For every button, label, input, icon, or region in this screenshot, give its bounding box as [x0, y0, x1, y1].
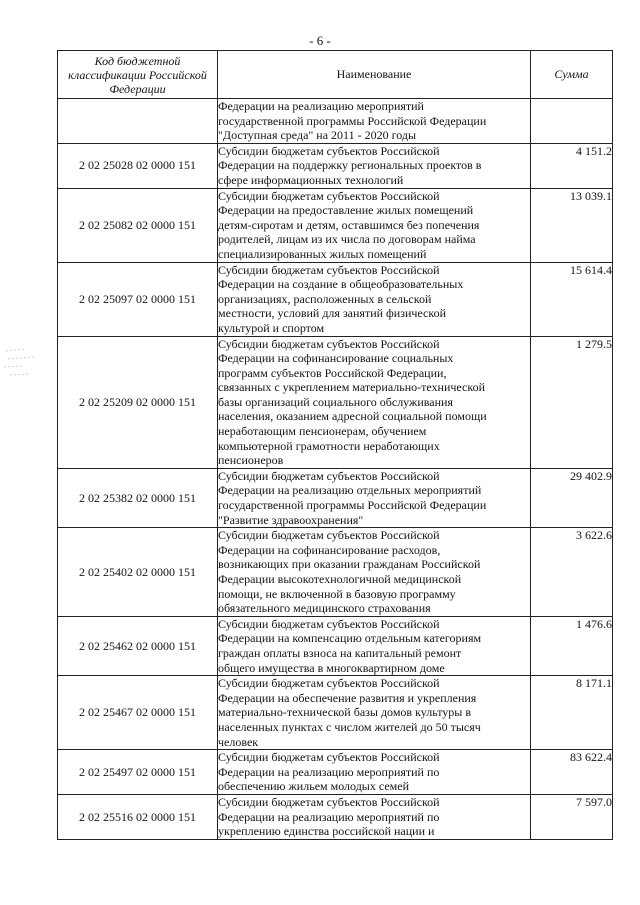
item-name-line: Субсидии бюджетам субъектов Российской	[218, 262, 440, 277]
item-name-line: Субсидии бюджетам субъектов Российской	[218, 336, 440, 351]
item-name-line: Субсидии бюджетам субъектов Российской	[218, 750, 440, 765]
amount-cell: 1 476.6	[531, 616, 613, 675]
header-sum: Сумма	[531, 51, 613, 99]
table-row	[58, 336, 613, 468]
table-row	[58, 528, 613, 617]
item-name-line: Субсидии бюджетам субъектов Российской	[218, 676, 440, 691]
item-name-cell	[218, 616, 531, 675]
budget-code-cell: 2 02 25402 02 0000 151	[58, 528, 218, 617]
amount-cell: 1 279.5	[531, 336, 613, 468]
item-name-line: Федерации на софинансирование расходов,	[218, 542, 441, 557]
item-name-line: неработающим пенсионерам, обучением	[218, 424, 427, 439]
budget-code-cell: 2 02 25462 02 0000 151	[58, 616, 218, 675]
amount-cell: 83 622.4	[531, 750, 613, 795]
budget-code-cell: 2 02 25382 02 0000 151	[58, 468, 218, 527]
item-name-line: местности, условий для занятий физической	[218, 306, 447, 321]
item-name-line: детям-сиротам и детям, оставшимся без попечения	[218, 217, 480, 232]
item-name-line: организациях, расположенных в сельской	[218, 291, 432, 306]
item-name-line: "Доступная среда" на 2011 - 2020 годы	[218, 128, 417, 143]
budget-code-cell: 2 02 25516 02 0000 151	[58, 794, 218, 839]
budget-code-cell: 2 02 25097 02 0000 151	[58, 262, 218, 336]
table-row	[58, 794, 613, 839]
amount-cell	[531, 99, 613, 144]
item-name-line: Федерации на реализацию отдельных мероприятий	[218, 483, 482, 498]
item-name-line: связанных с укреплением материально-технической	[218, 380, 486, 395]
budget-code-cell: 2 02 25082 02 0000 151	[58, 188, 218, 262]
table-header-row	[58, 51, 613, 99]
budget-code-cell: 2 02 25028 02 0000 151	[58, 143, 218, 188]
header-code-line: Код бюджетной	[94, 53, 181, 68]
table-row	[58, 143, 613, 188]
item-name-cell	[218, 143, 531, 188]
item-name-cell	[218, 262, 531, 336]
item-name-cell	[218, 750, 531, 795]
item-name-cell	[218, 188, 531, 262]
item-name-cell	[218, 676, 531, 750]
item-name-line: сфере информационных технологий	[218, 172, 404, 187]
item-name-cell	[218, 468, 531, 527]
item-name-line: обеспечению жильем молодых семей	[218, 779, 409, 794]
item-name-line: помощи, не включенной в базовую программу	[218, 586, 456, 601]
item-name-line: населения, оказанием адресной социальной помощи	[218, 409, 487, 424]
item-name-line: возникающих при оказании гражданам Российской	[218, 557, 481, 572]
item-name-line: укреплению единства российской нации и	[218, 824, 435, 839]
item-name-line: населенных пунктах с числом жителей до 50 тысяч	[218, 719, 481, 734]
item-name-line: государственной программы Российской Федерации	[218, 113, 487, 128]
table-row	[58, 750, 613, 795]
amount-cell: 7 597.0	[531, 794, 613, 839]
item-name-line: государственной программы Российской Федерации	[218, 498, 487, 513]
item-name-cell	[218, 528, 531, 617]
item-name-line: обязательного медицинского страхования	[218, 601, 431, 616]
item-name-line: Федерации на предоставление жилых помещений	[218, 203, 474, 218]
item-name-line: программ субъектов Российской Федерации,	[218, 365, 447, 380]
item-name-line: Федерации высокотехнологичной медицинской	[218, 572, 462, 586]
item-name-line: культурой и спортом	[218, 320, 325, 335]
header-code-line: Федерации	[109, 81, 166, 96]
amount-cell: 29 402.9	[531, 468, 613, 527]
amount-cell: 3 622.6	[531, 528, 613, 617]
table-row	[58, 676, 613, 750]
budget-code-cell	[58, 99, 218, 144]
item-name-line: Субсидии бюджетам субъектов Российской	[218, 468, 440, 483]
page-number: - 6 -	[309, 33, 331, 48]
item-name-line: Федерации на поддержку региональных проектов в	[218, 158, 482, 173]
item-name-line: Федерации на реализацию мероприятий	[218, 99, 424, 113]
item-name-line: специализированных жилых помещений	[218, 246, 427, 261]
item-name-line: Федерации на реализацию мероприятий по	[218, 809, 440, 824]
amount-cell: 4 151.2	[531, 143, 613, 188]
item-name-line: материально-технической базы домов культуры в	[218, 705, 472, 720]
budget-code-cell: 2 02 25209 02 0000 151	[58, 336, 218, 468]
header-code-line: классификации Российской	[68, 67, 207, 82]
table-row	[58, 262, 613, 336]
item-name-line: Субсидии бюджетам субъектов Российской	[218, 528, 440, 543]
item-name-line: Федерации на обеспечение развития и укрепления	[218, 690, 477, 705]
item-name-line: Субсидии бюджетам субъектов Российской	[218, 794, 440, 809]
item-name-cell	[218, 99, 531, 144]
item-name-line: пенсионеров	[218, 453, 284, 468]
table-row	[58, 188, 613, 262]
table-row	[58, 468, 613, 527]
table-body	[58, 99, 613, 840]
item-name-cell	[218, 794, 531, 839]
item-name-line: родителей, лицам из их числа по договорам найма	[218, 232, 476, 247]
item-name-line: Федерации на компенсацию отдельным категориям	[218, 631, 482, 646]
item-name-line: общего имущества в многоквартирном доме	[218, 660, 445, 675]
amount-cell: 8 171.1	[531, 676, 613, 750]
amount-cell: 13 039.1	[531, 188, 613, 262]
table-row	[58, 99, 613, 144]
header-name: Наименование	[218, 51, 531, 99]
item-name-line: граждан оплаты взноса на капитальный ремонт	[218, 645, 462, 660]
item-name-line: "Развитие здравоохранения"	[218, 512, 364, 527]
item-name-line: человек	[218, 734, 259, 749]
header-code	[58, 51, 218, 99]
table-row	[58, 616, 613, 675]
budget-table	[57, 50, 613, 840]
scan-artifact-mark	[4, 345, 52, 385]
item-name-line: Субсидии бюджетам субъектов Российской	[218, 616, 440, 631]
item-name-line: компьютерной грамотности неработающих	[218, 438, 440, 453]
item-name-line: Субсидии бюджетам субъектов Российской	[218, 143, 440, 158]
item-name-line: Федерации на софинансирование социальных	[218, 351, 454, 366]
item-name-line: базы организаций социального обслуживания	[218, 394, 453, 409]
item-name-line: Федерации на реализацию мероприятий по	[218, 764, 440, 779]
budget-code-cell: 2 02 25497 02 0000 151	[58, 750, 218, 795]
item-name-cell	[218, 336, 531, 468]
budget-code-cell: 2 02 25467 02 0000 151	[58, 676, 218, 750]
item-name-line: Федерации на создание в общеобразовательных	[218, 277, 464, 292]
amount-cell: 15 614.4	[531, 262, 613, 336]
item-name-line: Субсидии бюджетам субъектов Российской	[218, 188, 440, 203]
